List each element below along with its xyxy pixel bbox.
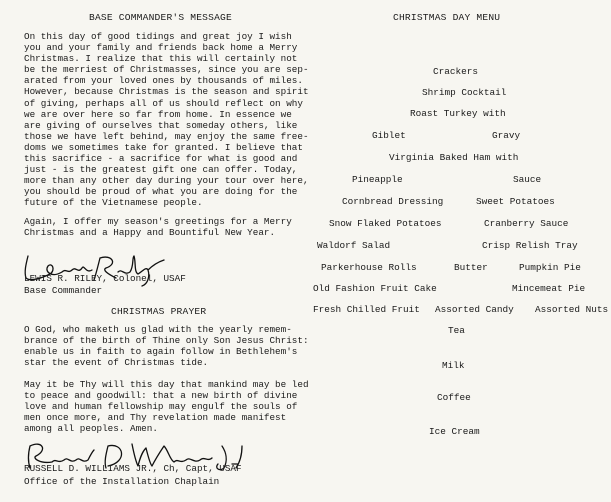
chaplain-title: Office of the Installation Chaplain: [24, 476, 220, 487]
menu-item-tea: Tea: [448, 325, 465, 336]
paragraph-line: just - is the greatest gift one can offer. Today,: [24, 164, 298, 176]
paragraph-line: to peace and goodwill: that a new birth of divine: [24, 390, 298, 402]
paragraph-line: However, because Christmas is the season and spirit: [24, 86, 309, 98]
menu-item-gravy: Gravy: [492, 130, 521, 141]
prayer-paragraph-2: [24, 379, 309, 434]
menu-item-fruit-cake: Old Fashion Fruit Cake: [313, 283, 437, 294]
paragraph-line: May it be Thy will this day that mankind may be led: [24, 379, 309, 390]
paragraph-line: future of the Vietnamese people.: [24, 197, 203, 209]
prayer-heading: CHRISTMAS PRAYER: [111, 306, 207, 317]
commander-title: Base Commander: [24, 285, 103, 296]
paragraph-line: Christmas. I realize that this will certainly not: [24, 53, 298, 65]
menu-item-cornbread-dressing: Cornbread Dressing: [342, 196, 444, 207]
paragraph-line: more than any other day during your tour over here,: [24, 175, 309, 187]
menu-item-butter: Butter: [454, 262, 488, 273]
paragraph-line: are giving of ourselves that someday others, like: [24, 119, 298, 131]
paragraph-line: brance of the birth of Thine only Son Jesus Christ:: [24, 335, 309, 347]
paragraph-line: O God, who maketh us glad with the yearly remem-: [24, 324, 292, 335]
menu-item-fresh-fruit: Fresh Chilled Fruit: [313, 304, 420, 315]
paragraph-line: Again, I offer my season's greetings for a Merry: [24, 216, 292, 227]
menu-item-cranberry-sauce: Cranberry Sauce: [484, 218, 569, 229]
menu-item-ice-cream: Ice Cream: [429, 426, 480, 437]
paragraph-line: you should be proud of what you are doing for the: [24, 186, 298, 198]
menu-item-mincemeat-pie: Mincemeat Pie: [512, 283, 586, 294]
commander-heading: BASE COMMANDER'S MESSAGE: [89, 12, 232, 23]
menu-item-crackers: Crackers: [433, 66, 479, 77]
paragraph-line: enable us in faith to again follow in Bethlehem's: [24, 346, 298, 358]
menu-item-pineapple: Pineapple: [352, 174, 403, 185]
paragraph-line: love and human fellowship may engulf the souls of: [24, 401, 298, 413]
paragraph-line: men once more, and Thy revelation made manifest: [24, 412, 287, 424]
paragraph-line: among all peoples. Amen.: [24, 423, 158, 435]
menu-item-relish-tray: Crisp Relish Tray: [482, 240, 578, 251]
paragraph-line: be the merriest of Christmasses, since you are sep-: [24, 64, 309, 76]
menu-item-sauce: Sauce: [513, 174, 542, 185]
chaplain-name: RUSSELL D. WILLIAMS JR., Ch, Capt, USAF: [24, 463, 242, 474]
prayer-paragraph-1: [24, 324, 309, 368]
menu-item-pumpkin-pie: Pumpkin Pie: [519, 262, 581, 273]
paragraph-line: you and your family and friends back home a Merry: [24, 42, 298, 54]
commander-paragraph-2: [24, 216, 292, 238]
paragraph-line: this sacrifice - a sacrifice for what is good and: [24, 153, 298, 165]
paragraph-line: arated from your loved ones by thousands of miles.: [24, 75, 303, 87]
paragraph-line: star the event of Christmas tide.: [24, 357, 209, 369]
menu-item-roast-turkey: Roast Turkey with: [410, 108, 506, 119]
menu-heading: CHRISTMAS DAY MENU: [393, 12, 501, 23]
menu-item-sweet-potatoes: Sweet Potatoes: [476, 196, 555, 207]
commander-name: LEWIS R. RILEY, Colonel, USAF: [24, 273, 186, 284]
menu-item-milk: Milk: [442, 360, 465, 371]
paragraph-line: those we have left behind, may enjoy the same free-: [24, 130, 309, 142]
paragraph-line: of giving, perhaps all of us should reflect on why: [24, 97, 303, 109]
menu-item-coffee: Coffee: [437, 392, 471, 403]
commander-paragraph-1: [24, 31, 309, 209]
menu-item-waldorf-salad: Waldorf Salad: [317, 240, 391, 251]
paragraph-line: Christmas and a Happy and Bountiful New Year.: [24, 227, 276, 239]
paragraph-line: we are over here so far from home. In essence we: [24, 108, 292, 120]
menu-item-snow-flaked-potatoes: Snow Flaked Potatoes: [329, 218, 442, 229]
paragraph-line: doms we sometimes take for granted. I believe that: [24, 141, 303, 153]
menu-item-giblet: Giblet: [372, 130, 406, 141]
menu-item-assorted-nuts: Assorted Nuts: [535, 304, 609, 315]
paragraph-line: On this day of good tidings and great joy I wish: [24, 31, 292, 42]
menu-item-parkerhouse-rolls: Parkerhouse Rolls: [321, 262, 417, 273]
menu-item-assorted-candy: Assorted Candy: [435, 304, 514, 315]
menu-item-shrimp-cocktail: Shrimp Cocktail: [422, 87, 507, 98]
menu-item-virginia-ham: Virginia Baked Ham with: [389, 152, 519, 163]
